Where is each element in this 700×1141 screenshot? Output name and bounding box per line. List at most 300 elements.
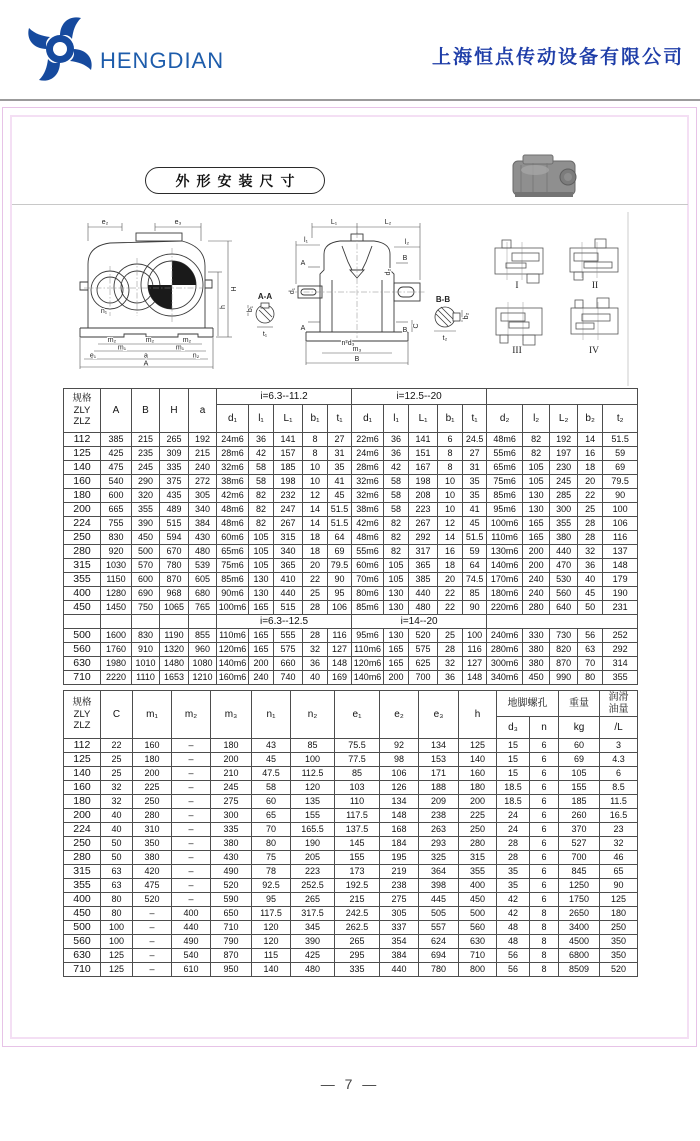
dim-cell: 22 bbox=[438, 587, 463, 601]
dim-cell: 82 bbox=[249, 517, 274, 531]
col-header: d₂ bbox=[487, 405, 523, 433]
dim-cell: 820 bbox=[550, 643, 578, 657]
dim-cell: 185 bbox=[274, 461, 303, 475]
dim-cell: 340 bbox=[189, 503, 217, 517]
dim-cell: 6 bbox=[530, 837, 559, 851]
dim-cell: 125 bbox=[600, 893, 638, 907]
dim-cell: 169 bbox=[328, 671, 352, 685]
dim-cell: 10 bbox=[438, 489, 463, 503]
spec-cell: 400 bbox=[64, 893, 101, 907]
dim-cell: 445 bbox=[419, 893, 459, 907]
table-row bbox=[64, 531, 638, 545]
dim-cell: 179 bbox=[603, 573, 638, 587]
dim-cell: 173 bbox=[335, 865, 380, 879]
dim-cell: 200 bbox=[211, 753, 252, 767]
dim-cell: 295 bbox=[335, 949, 380, 963]
dim-cell: 100 bbox=[101, 935, 133, 949]
dim-cell: 594 bbox=[160, 531, 189, 545]
dim-cell: 130 bbox=[249, 573, 274, 587]
dim-cell: 63 bbox=[578, 643, 603, 657]
dim-cell: 100 bbox=[463, 629, 487, 643]
table-row bbox=[64, 823, 638, 837]
dim-cell: 140m6 bbox=[487, 559, 523, 573]
dim-cell: 560 bbox=[459, 921, 497, 935]
dim-cell: 14 bbox=[438, 531, 463, 545]
dim-cell: 242.5 bbox=[335, 907, 380, 921]
dim-cell: 160 bbox=[459, 767, 497, 781]
dim-cell: 198 bbox=[274, 475, 303, 489]
col-header: kg bbox=[559, 717, 600, 739]
dim-cell: 90 bbox=[328, 573, 352, 587]
dim-cell: 8.5 bbox=[600, 781, 638, 795]
dim-cell: 48m6 bbox=[352, 531, 384, 545]
dim-cell: – bbox=[133, 907, 172, 921]
dim-cell: 16 bbox=[578, 447, 603, 461]
dim-cell: 42 bbox=[497, 893, 530, 907]
dim-cell: 25 bbox=[438, 629, 463, 643]
dim-cell: 320 bbox=[132, 489, 160, 503]
dim-cell: 262.5 bbox=[335, 921, 380, 935]
dim-cell: 35 bbox=[463, 489, 487, 503]
page-number: — 7 — bbox=[320, 1076, 380, 1092]
table-row bbox=[64, 475, 638, 489]
dim-cell: 380 bbox=[550, 531, 578, 545]
dim-cell: 137.5 bbox=[335, 823, 380, 837]
dim-cell: 315 bbox=[459, 851, 497, 865]
col-header: C bbox=[101, 691, 133, 739]
dim-cell: 380 bbox=[211, 837, 252, 851]
front-view-drawing bbox=[80, 233, 213, 337]
dim-cell: 425 bbox=[101, 447, 132, 461]
dim-cell: 165.5 bbox=[291, 823, 335, 837]
col-header: /L bbox=[600, 717, 638, 739]
side-dim-lines bbox=[296, 223, 420, 365]
dim-cell: 168 bbox=[380, 823, 419, 837]
dim-cell: 317 bbox=[409, 545, 438, 559]
dim-cell: 252 bbox=[603, 629, 638, 643]
dim-cell: 11.5 bbox=[600, 795, 638, 809]
dim-cell: 480 bbox=[409, 601, 438, 615]
table-row bbox=[64, 739, 638, 753]
dim-cell: 200 bbox=[249, 657, 274, 671]
dim-cell: 75m6 bbox=[487, 475, 523, 489]
dim-cell: 247 bbox=[274, 503, 303, 517]
dim-cell: 190 bbox=[291, 837, 335, 851]
dim-cell: 28 bbox=[578, 531, 603, 545]
dim-cell: 870 bbox=[211, 949, 252, 963]
dim-cell: 1760 bbox=[101, 643, 132, 657]
dim-cell: 845 bbox=[559, 865, 600, 879]
dim-cell: 69 bbox=[328, 545, 352, 559]
dim-cell: 520 bbox=[409, 629, 438, 643]
dim-cell: 1450 bbox=[101, 601, 132, 615]
table-row bbox=[64, 503, 638, 517]
dim-cell: 95m6 bbox=[352, 629, 384, 643]
dim-cell: 45 bbox=[578, 587, 603, 601]
dim-cell: 430 bbox=[189, 531, 217, 545]
dim-cell: 263 bbox=[419, 823, 459, 837]
dim-cell: 110m6 bbox=[217, 629, 249, 643]
col-header: d₁ bbox=[352, 405, 384, 433]
dim-cell: 990 bbox=[550, 671, 578, 685]
col-header: b₂ bbox=[578, 405, 603, 433]
dim-cell bbox=[160, 615, 189, 629]
dim-cell: 280 bbox=[459, 837, 497, 851]
table-row bbox=[64, 921, 638, 935]
dim-cell: 79.5 bbox=[328, 559, 352, 573]
dim-cell: 215 bbox=[189, 447, 217, 461]
dim-cell: 4.3 bbox=[600, 753, 638, 767]
dim-cell: – bbox=[172, 823, 211, 837]
dim-cell: 70m6 bbox=[352, 573, 384, 587]
dim-cell: 195 bbox=[380, 851, 419, 865]
dim-cell: 48 bbox=[497, 935, 530, 949]
dim-cell: 55m6 bbox=[487, 447, 523, 461]
dim-cell: 153 bbox=[419, 753, 459, 767]
dim-cell: 293 bbox=[419, 837, 459, 851]
dim-cell: 200 bbox=[133, 767, 172, 781]
dim-cell: 8 bbox=[438, 447, 463, 461]
dim-cell bbox=[64, 615, 101, 629]
dim-cell: 90 bbox=[463, 601, 487, 615]
dim-cell: 6 bbox=[530, 795, 559, 809]
dim-cell: 355 bbox=[132, 503, 160, 517]
dim-cell: 245 bbox=[211, 781, 252, 795]
dim-cell: 490 bbox=[172, 935, 211, 949]
dim-cell: 6 bbox=[530, 753, 559, 767]
dim-label: m₃ bbox=[352, 346, 362, 353]
dim-cell: 35 bbox=[328, 461, 352, 475]
spec-cell: 180 bbox=[64, 489, 101, 503]
dim-cell: 375 bbox=[160, 475, 189, 489]
dim-label: e₃ bbox=[174, 219, 182, 226]
dim-cell: 28 bbox=[497, 851, 530, 865]
dim-label: n₁ bbox=[100, 308, 108, 315]
dim-cell: 694 bbox=[419, 949, 459, 963]
dim-cell: 238 bbox=[419, 809, 459, 823]
dim-label: B bbox=[402, 327, 408, 334]
dim-cell: 112.5 bbox=[291, 767, 335, 781]
dim-cell: 340m6 bbox=[487, 671, 523, 685]
col-header: t₁ bbox=[328, 405, 352, 433]
dim-cell: 120 bbox=[252, 921, 291, 935]
dim-cell: 345 bbox=[291, 921, 335, 935]
spec-cell: 355 bbox=[64, 573, 101, 587]
dim-cell: 141 bbox=[409, 433, 438, 447]
dim-cell: 750 bbox=[132, 601, 160, 615]
dim-cell: 540 bbox=[101, 475, 132, 489]
dim-cell: 337 bbox=[380, 921, 419, 935]
table-row bbox=[64, 865, 638, 879]
dim-cell: 527 bbox=[559, 837, 600, 851]
dim-cell: 355 bbox=[459, 865, 497, 879]
company-logo-pinwheel bbox=[24, 12, 96, 86]
dim-cell: 292 bbox=[409, 531, 438, 545]
dim-cell: 31 bbox=[328, 447, 352, 461]
spec-cell: 560 bbox=[64, 643, 101, 657]
dim-cell: 38m6 bbox=[217, 475, 249, 489]
position-label: I bbox=[515, 281, 519, 291]
dim-cell: 188 bbox=[419, 781, 459, 795]
spec-cell: 140 bbox=[64, 767, 101, 781]
dim-cell: 78 bbox=[252, 865, 291, 879]
dim-cell: 220m6 bbox=[487, 601, 523, 615]
dim-cell: 80 bbox=[101, 893, 133, 907]
col-header: m₁ bbox=[133, 691, 172, 739]
dim-cell: 384 bbox=[380, 949, 419, 963]
dim-label: t₂ bbox=[442, 335, 448, 342]
dim-cell: 355 bbox=[603, 671, 638, 685]
side-view-drawing bbox=[298, 234, 420, 341]
dim-cell: – bbox=[172, 879, 211, 893]
dim-cell: 380 bbox=[523, 657, 550, 671]
dim-cell: 145 bbox=[335, 837, 380, 851]
table-row bbox=[64, 837, 638, 851]
table-row bbox=[64, 489, 638, 503]
dim-cell: 660 bbox=[274, 657, 303, 671]
dim-cell: 265 bbox=[335, 935, 380, 949]
dim-cell: 10 bbox=[303, 475, 328, 489]
dim-cell: 74.5 bbox=[463, 573, 487, 587]
dim-cell: 380 bbox=[523, 643, 550, 657]
dim-cell: 32 bbox=[600, 837, 638, 851]
dim-cell: 42 bbox=[249, 447, 274, 461]
dim-cell: 950 bbox=[211, 963, 252, 977]
dim-cell: 267 bbox=[274, 517, 303, 531]
dim-cell: 165 bbox=[523, 517, 550, 531]
dim-cell: 120m6 bbox=[217, 643, 249, 657]
dim-cell: 32 bbox=[101, 795, 133, 809]
dim-cell: 31 bbox=[463, 461, 487, 475]
dim-label: l₁ bbox=[304, 237, 308, 244]
dim-cell: 238 bbox=[380, 879, 419, 893]
dim-cell: 6 bbox=[530, 865, 559, 879]
dim-cell: 335 bbox=[160, 461, 189, 475]
dim-cell: – bbox=[172, 795, 211, 809]
dim-cell: 230 bbox=[550, 461, 578, 475]
dim-cell: 98 bbox=[380, 753, 419, 767]
dim-cell: 148 bbox=[380, 809, 419, 823]
dim-cell: 1320 bbox=[160, 643, 189, 657]
dim-cell: 58 bbox=[249, 461, 274, 475]
dim-label: n₂ bbox=[192, 352, 200, 360]
dim-cell: 215 bbox=[335, 893, 380, 907]
dim-cell: 35 bbox=[463, 475, 487, 489]
dim-cell: 23 bbox=[600, 823, 638, 837]
spec-cell: 180 bbox=[64, 795, 101, 809]
dim-cell: 45 bbox=[252, 753, 291, 767]
dim-cell: 48m6 bbox=[487, 433, 523, 447]
dim-cell: 450 bbox=[523, 671, 550, 685]
col-header: n bbox=[530, 717, 559, 739]
col-header: t₂ bbox=[603, 405, 638, 433]
dim-cell: 335 bbox=[211, 823, 252, 837]
dim-cell: 80m6 bbox=[352, 587, 384, 601]
dim-cell: 557 bbox=[419, 921, 459, 935]
dim-cell: 85 bbox=[291, 739, 335, 753]
dim-cell: 700 bbox=[559, 851, 600, 865]
dim-cell: 245 bbox=[550, 475, 578, 489]
dim-cell: 300 bbox=[550, 503, 578, 517]
dim-cell: 32 bbox=[101, 781, 133, 795]
dim-cell: 240 bbox=[189, 461, 217, 475]
dim-cell: 35 bbox=[497, 879, 530, 893]
dim-label: a bbox=[144, 352, 148, 360]
dim-cell: 539 bbox=[189, 559, 217, 573]
dim-cell: 65 bbox=[600, 865, 638, 879]
spec-cell: 630 bbox=[64, 949, 101, 963]
dim-cell: 69 bbox=[603, 461, 638, 475]
dim-cell: 130 bbox=[384, 587, 409, 601]
dim-label: C bbox=[413, 323, 420, 329]
dim-cell: 135 bbox=[291, 795, 335, 809]
dim-cell: 82 bbox=[523, 433, 550, 447]
dim-cell: 625 bbox=[409, 657, 438, 671]
dim-cell: 32m6 bbox=[352, 489, 384, 503]
dim-cell: 110m6 bbox=[352, 643, 384, 657]
dim-cell: 106 bbox=[603, 517, 638, 531]
dim-cell: 2220 bbox=[101, 671, 132, 685]
dim-cell: 50 bbox=[101, 837, 133, 851]
dim-cell: 60 bbox=[559, 739, 600, 753]
dim-cell: 440 bbox=[172, 921, 211, 935]
col-header: d₁ bbox=[217, 405, 249, 433]
dim-cell: 200 bbox=[384, 671, 409, 685]
dim-cell: 184 bbox=[380, 837, 419, 851]
dim-cell: 180 bbox=[459, 781, 497, 795]
dim-cell: 475 bbox=[133, 879, 172, 893]
logo-text: HENGDIAN bbox=[100, 48, 225, 73]
dim-cell: 210 bbox=[211, 767, 252, 781]
dim-cell: 85m6 bbox=[487, 489, 523, 503]
dim-cell: 790 bbox=[211, 935, 252, 949]
spec-cell: 315 bbox=[64, 559, 101, 573]
dim-cell: 75 bbox=[252, 851, 291, 865]
dim-cell: 167 bbox=[409, 461, 438, 475]
dim-cell: 48m6 bbox=[217, 503, 249, 517]
col-header: e₂ bbox=[380, 691, 419, 739]
dim-cell: 232 bbox=[274, 489, 303, 503]
dim-cell: – bbox=[172, 893, 211, 907]
dim-cell: 180m6 bbox=[487, 587, 523, 601]
dim-cell: 105 bbox=[249, 545, 274, 559]
spec-column-header: 规格 ZLY ZLZ bbox=[64, 389, 101, 433]
dim-cell: 75.5 bbox=[335, 739, 380, 753]
dim-cell: 285 bbox=[550, 489, 578, 503]
dim-cell: 480 bbox=[189, 545, 217, 559]
dim-cell: 60m6 bbox=[217, 531, 249, 545]
col-header: n₁ bbox=[252, 691, 291, 739]
dim-cell: 70 bbox=[578, 657, 603, 671]
section-bb-title: B-B bbox=[435, 295, 451, 304]
dim-cell: 190 bbox=[603, 587, 638, 601]
dim-cell: 105 bbox=[384, 559, 409, 573]
dim-cell: 22m6 bbox=[352, 433, 384, 447]
dim-cell: 600 bbox=[132, 573, 160, 587]
dim-label: m₂ bbox=[145, 337, 155, 344]
dim-label: t₁ bbox=[262, 331, 268, 338]
dim-cell: 134 bbox=[380, 795, 419, 809]
dim-cell: 20 bbox=[578, 475, 603, 489]
spec-cell: 500 bbox=[64, 629, 101, 643]
dim-cell: 100 bbox=[101, 921, 133, 935]
dim-cell: 25 bbox=[101, 753, 133, 767]
dim-cell: 116 bbox=[603, 531, 638, 545]
dim-cell: 42m6 bbox=[352, 517, 384, 531]
dim-cell: 520 bbox=[600, 963, 638, 977]
spec-column-header: 规格 ZLY ZLZ bbox=[64, 691, 101, 739]
dim-cell: 6 bbox=[530, 739, 559, 753]
dim-cell: 155 bbox=[335, 851, 380, 865]
table-row bbox=[64, 389, 638, 405]
dim-cell: 92 bbox=[380, 739, 419, 753]
dim-cell: 141 bbox=[274, 433, 303, 447]
table-row bbox=[64, 781, 638, 795]
dim-cell: 85m6 bbox=[217, 573, 249, 587]
dim-cell: 440 bbox=[409, 587, 438, 601]
dim-cell: 105 bbox=[559, 767, 600, 781]
dim-cell: 355 bbox=[550, 517, 578, 531]
dim-cell: 315 bbox=[274, 531, 303, 545]
dim-cell: 56 bbox=[497, 963, 530, 977]
dim-cell: 700 bbox=[409, 671, 438, 685]
dim-cell: 130 bbox=[523, 503, 550, 517]
dim-label: b₁ bbox=[247, 305, 254, 313]
table-row bbox=[64, 907, 638, 921]
dim-cell: 180 bbox=[600, 907, 638, 921]
dim-cell: 398 bbox=[419, 879, 459, 893]
spec-cell: 160 bbox=[64, 475, 101, 489]
dim-cell: 515 bbox=[160, 517, 189, 531]
dim-cell: 20 bbox=[438, 573, 463, 587]
dim-cell: 106 bbox=[328, 601, 352, 615]
dim-cell: 1210 bbox=[189, 671, 217, 685]
dim-cell: 36 bbox=[249, 433, 274, 447]
dim-cell: – bbox=[172, 809, 211, 823]
dim-cell: 100 bbox=[603, 503, 638, 517]
dim-cell: 105 bbox=[249, 559, 274, 573]
dim-cell: 60 bbox=[252, 795, 291, 809]
table-row bbox=[64, 615, 638, 629]
spec-cell: 500 bbox=[64, 921, 101, 935]
dim-cell: 390 bbox=[291, 935, 335, 949]
dim-cell: 40 bbox=[101, 809, 133, 823]
table-row bbox=[64, 893, 638, 907]
col-header: l₁ bbox=[384, 405, 409, 433]
dim-cell: 6 bbox=[530, 781, 559, 795]
dim-label: L₁ bbox=[330, 219, 338, 226]
dim-cell: 32 bbox=[438, 657, 463, 671]
dim-cell: 36 bbox=[438, 671, 463, 685]
dim-cell: 58 bbox=[384, 503, 409, 517]
dim-cell: 45 bbox=[463, 517, 487, 531]
dim-cell: 130 bbox=[384, 601, 409, 615]
dim-cell: 120 bbox=[291, 781, 335, 795]
dim-cell: 6 bbox=[530, 851, 559, 865]
dim-cell: 765 bbox=[189, 601, 217, 615]
dim-cell: 160m6 bbox=[217, 671, 249, 685]
dim-cell: 910 bbox=[132, 643, 160, 657]
dim-cell: 63 bbox=[101, 865, 133, 879]
dim-cell: 10 bbox=[438, 503, 463, 517]
table-row bbox=[64, 657, 638, 671]
dim-cell: 80 bbox=[578, 671, 603, 685]
spec-cell: 630 bbox=[64, 657, 101, 671]
dim-cell: 14 bbox=[578, 433, 603, 447]
dim-cell: 800 bbox=[459, 963, 497, 977]
spec-cell: 200 bbox=[64, 809, 101, 823]
ratio-group-header: i=6.3--11.2 bbox=[217, 389, 352, 405]
